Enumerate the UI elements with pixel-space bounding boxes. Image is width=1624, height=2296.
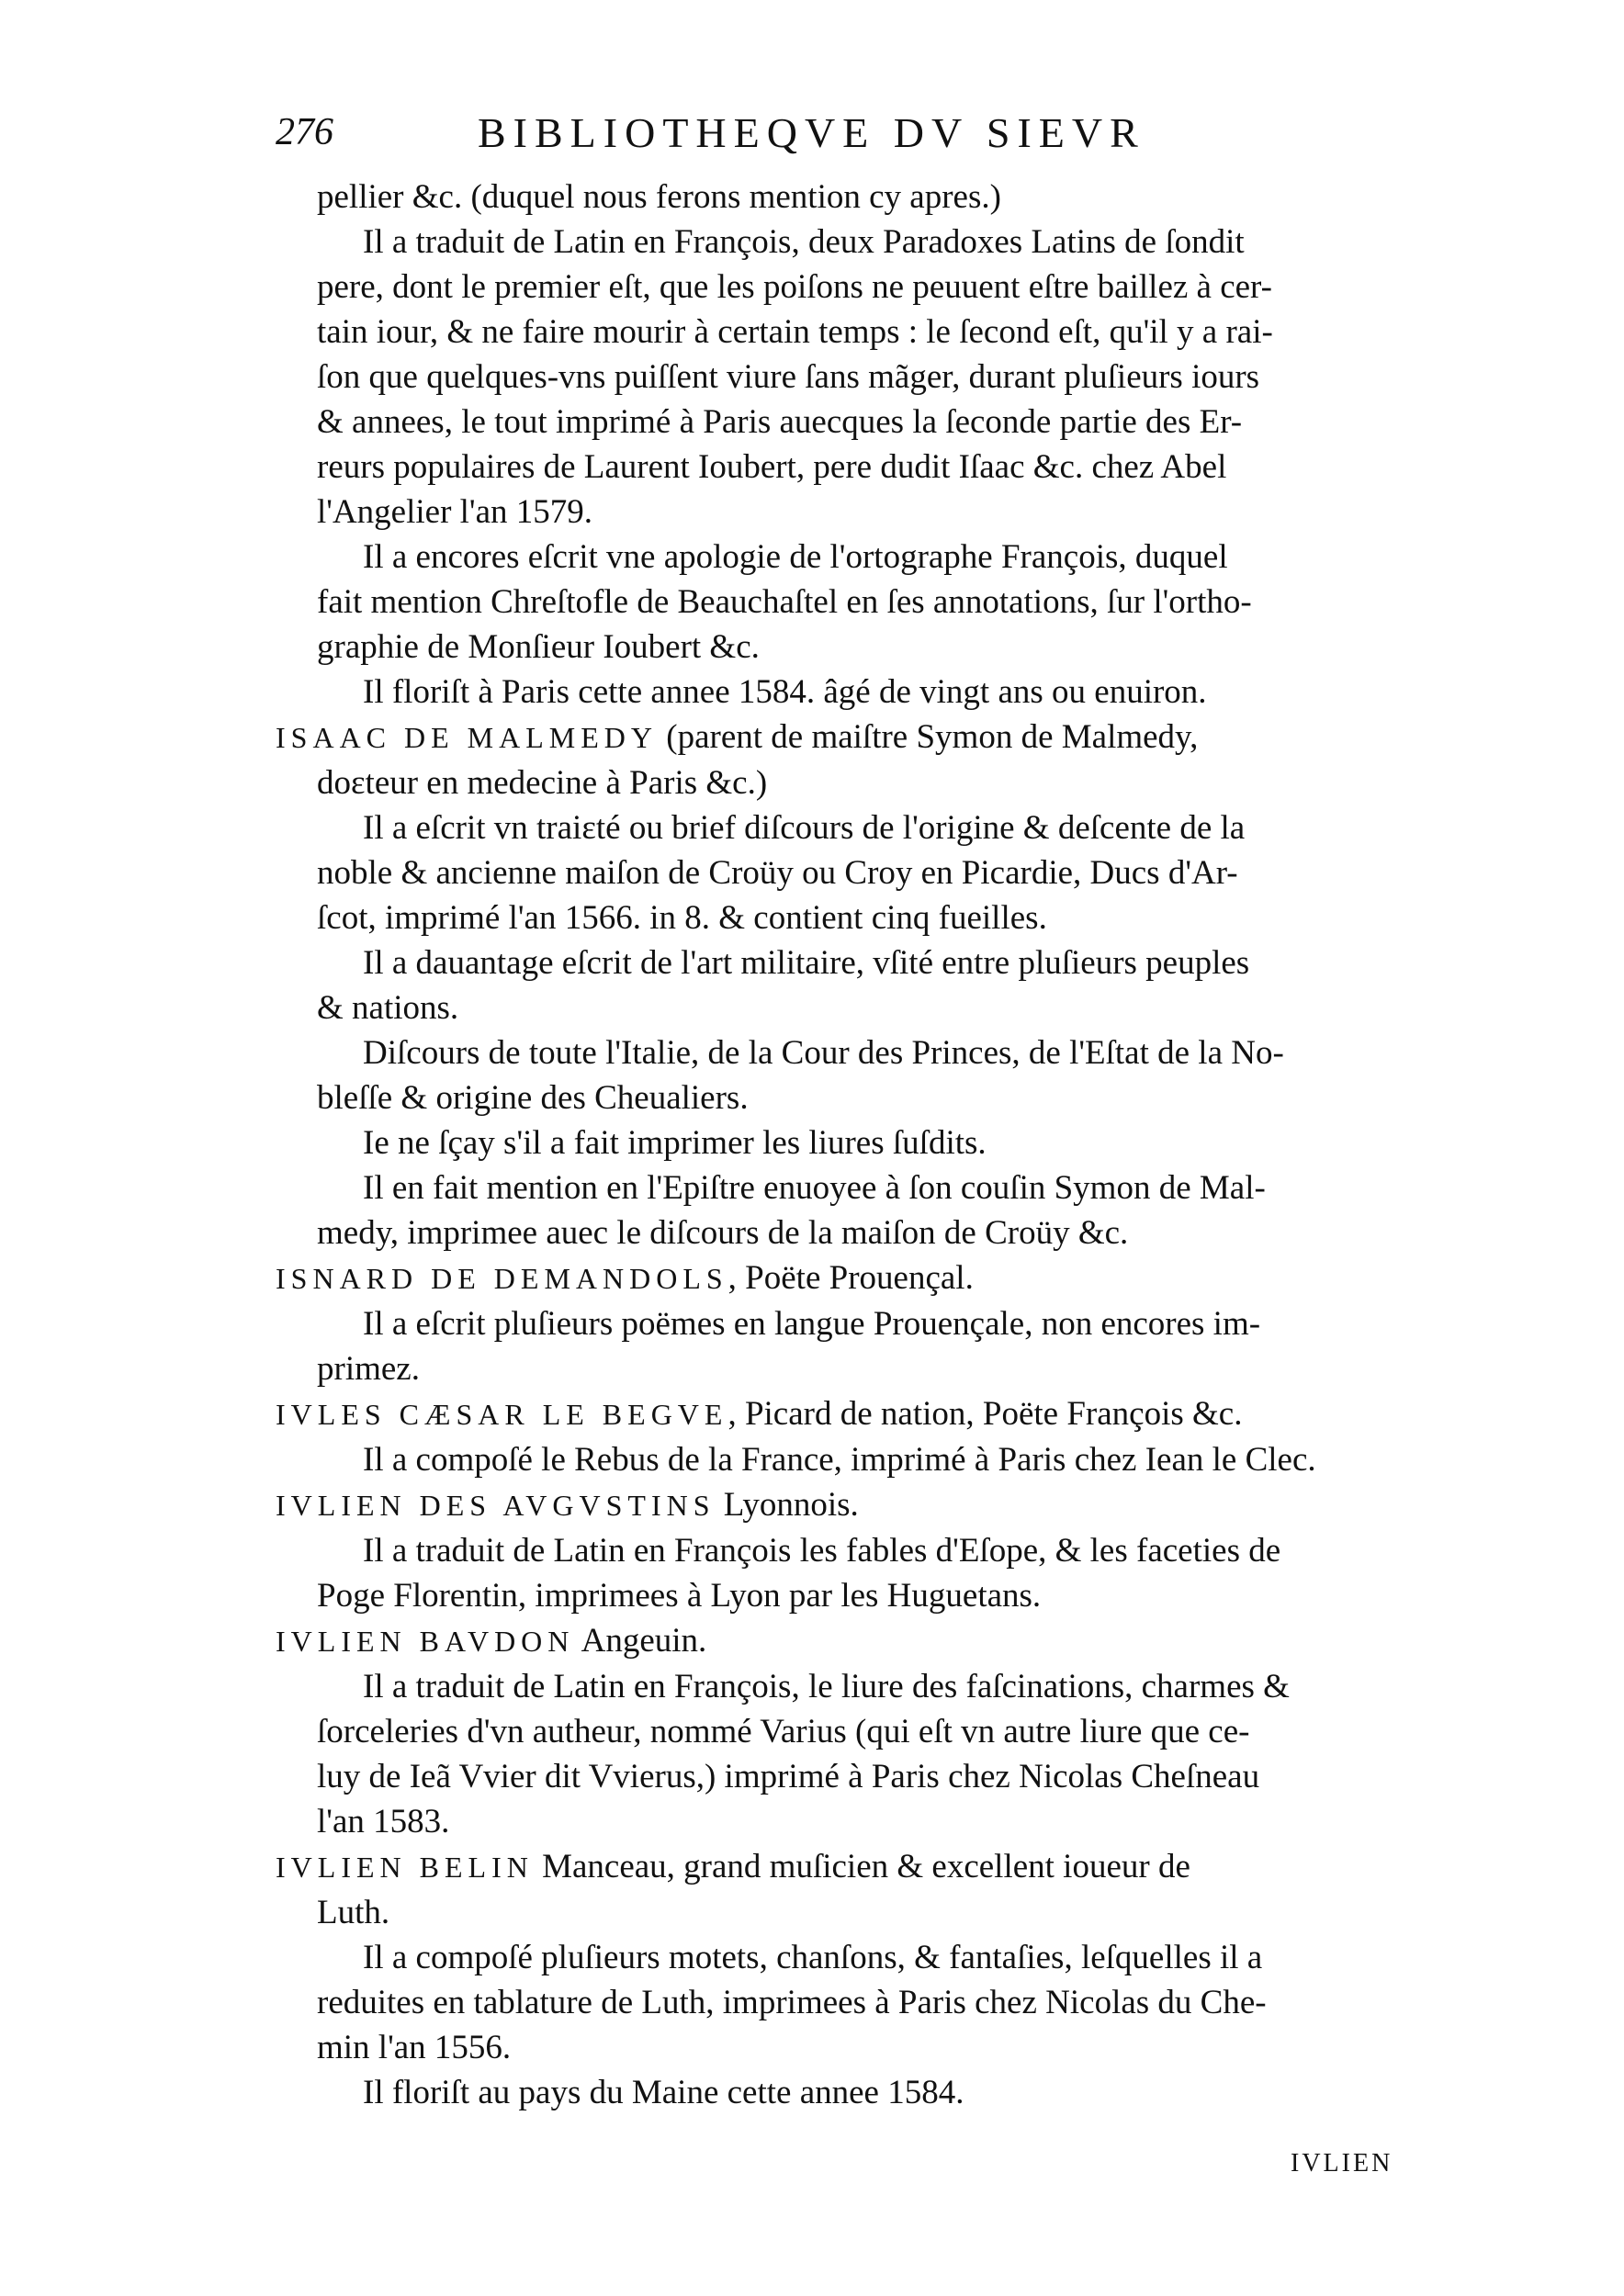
text-line: Diſcours de toute l'Italie, de la Cour des Princes, de l'Eſtat de la No-: [363, 1034, 1284, 1072]
author-name: IVLIEN BELIN: [276, 1851, 534, 1884]
text-line: tain iour, & ne faire mourir à certain temps : le ſecond eſt, qu'il y a rai-: [317, 313, 1273, 351]
paragraph: [276, 535, 1424, 670]
paragraph: [276, 1437, 1424, 1482]
entry-text: Angeuin.: [574, 1622, 707, 1660]
entry-text: , Poëte Prouençal.: [727, 1259, 974, 1297]
page-number: 276: [276, 111, 333, 153]
author-entry: [276, 715, 1424, 805]
author-name: IVLIEN BAVDON: [276, 1625, 575, 1658]
text-line: & annees, le tout imprimé à Paris auecques la ſeconde partie des Er-: [317, 403, 1243, 441]
text-line: Il a eſcrit pluſieurs poëmes en langue Prouençale, non encores im-: [363, 1305, 1261, 1343]
text-line: Ie ne ſçay s'il a fait imprimer les liures ſuſdits.: [363, 1124, 987, 1162]
text-line: Il a traduit de Latin en François, deux Paradoxes Latins de ſondit: [363, 223, 1245, 261]
entry-text: Manceau, grand muſicien & excellent ioueur de: [533, 1848, 1190, 1885]
page-body: [276, 174, 1424, 2115]
text-line: ſorceleries d'vn autheur, nommé Varius (qui eſt vn autre liure que ce-: [317, 1713, 1250, 1750]
text-line: min l'an 1556.: [317, 2029, 512, 2066]
paragraph: [276, 1030, 1424, 1120]
text-line: Luth.: [317, 1894, 390, 1931]
paragraph: [276, 2070, 1424, 2115]
text-line: Poge Florentin, imprimees à Lyon par les Huguetans.: [317, 1577, 1042, 1615]
author-entry: [276, 1482, 1424, 1528]
text-line: Il a traduit de Latin en François les fables d'Eſope, & les faceties de: [363, 1532, 1281, 1570]
paragraph: [276, 1935, 1424, 2070]
paragraph: [276, 670, 1424, 715]
text-line: pellier &c. (duquel nous ferons mention cy apres.): [317, 178, 1001, 216]
running-title: BIBLIOTHEQVE DV SIEVR: [478, 109, 1145, 156]
text-line: ſcot, imprimé l'an 1566. in 8. & contient cinq fueilles.: [317, 899, 1047, 937]
text-line: Il a eſcrit vn traiɛté ou brief diſcours de l'origine & deſcente de la: [363, 809, 1246, 847]
paragraph: [276, 219, 1424, 535]
author-entry: [276, 1618, 1424, 1664]
text-line: reurs populaires de Laurent Ioubert, pere dudit Iſaac &c. chez Abel: [317, 448, 1227, 486]
paragraph: [276, 174, 1424, 219]
paragraph: [276, 1120, 1424, 1165]
text-line: reduites en tablature de Luth, imprimees à Paris chez Nicolas du Che-: [317, 1984, 1267, 2021]
text-line: Il floriſt au pays du Maine cette annee 1584.: [363, 2074, 964, 2111]
author-entry: [276, 1255, 1424, 1301]
paragraph: [276, 805, 1424, 940]
text-line: doɛteur en medecine à Paris &c.): [317, 764, 768, 802]
text-line: & nations.: [317, 989, 459, 1027]
text-line: Il floriſt à Paris cette annee 1584. âgé de vingt ans ou enuiron.: [363, 673, 1207, 711]
text-line: pere, dont le premier eſt, que les poiſons ne peuuent eſtre baillez à cer-: [317, 268, 1272, 306]
paragraph: [276, 1664, 1424, 1844]
text-line: Il a compoſé le Rebus de la France, imprimé à Paris chez Iean le Clec.: [363, 1441, 1316, 1479]
text-line: primez.: [317, 1350, 420, 1388]
author-entry: [276, 1391, 1424, 1437]
author-name: ISNARD DE DEMANDOLS: [276, 1262, 728, 1295]
text-line: l'an 1583.: [317, 1803, 450, 1840]
text-line: Il a encores eſcrit vne apologie de l'ortographe François, duquel: [363, 538, 1228, 576]
catchword: IVLIEN: [1291, 2149, 1393, 2178]
text-line: bleſſe & origine des Cheualiers.: [317, 1079, 749, 1117]
text-line: ſon que quelques-vns puiſſent viure ſans mãger, durant pluſieurs iours: [317, 358, 1260, 396]
text-line: fait mention Chreſtofle de Beauchaſtel en ſes annotations, ſur l'ortho-: [317, 583, 1252, 621]
text-line: medy, imprimee auec le diſcours de la maiſon de Croüy &c.: [317, 1214, 1129, 1252]
text-line: graphie de Monſieur Ioubert &c.: [317, 628, 760, 666]
page-header: [276, 110, 1451, 165]
text-line: Il a dauantage eſcrit de l'art militaire, vſité entre pluſieurs peuples: [363, 944, 1250, 982]
text-line: noble & ancienne maiſon de Croüy ou Croy en Picardie, Ducs d'Ar-: [317, 854, 1238, 892]
paragraph: [276, 1528, 1424, 1618]
paragraph: [276, 940, 1424, 1030]
text-line: Il a traduit de Latin en François, le liure des faſcinations, charmes &: [363, 1668, 1290, 1705]
entry-text: Lyonnois.: [715, 1486, 859, 1524]
entry-text: , Picard de nation, Poëte François &c.: [727, 1395, 1243, 1433]
author-entry: [276, 1844, 1424, 1935]
paragraph: [276, 1301, 1424, 1391]
entry-text: (parent de maiſtre Symon de Malmedy,: [658, 718, 1199, 756]
text-line: Il en fait mention en l'Epiſtre enuoyee à ſon couſin Symon de Mal-: [363, 1169, 1266, 1207]
paragraph: [276, 1165, 1424, 1255]
author-name: ISAAC DE MALMEDY: [276, 721, 658, 754]
author-name: IVLIEN DES AVGVSTINS: [276, 1489, 716, 1522]
text-line: luy de Ieã Vvier dit Vvierus,) imprimé à Paris chez Nicolas Cheſneau: [317, 1758, 1260, 1795]
text-line: l'Angelier l'an 1579.: [317, 493, 593, 531]
text-line: Il a compoſé pluſieurs motets, chanſons, & fantaſies, leſquelles il a: [363, 1939, 1263, 1976]
author-name: IVLES CÆSAR LE BEGVE: [276, 1398, 728, 1431]
